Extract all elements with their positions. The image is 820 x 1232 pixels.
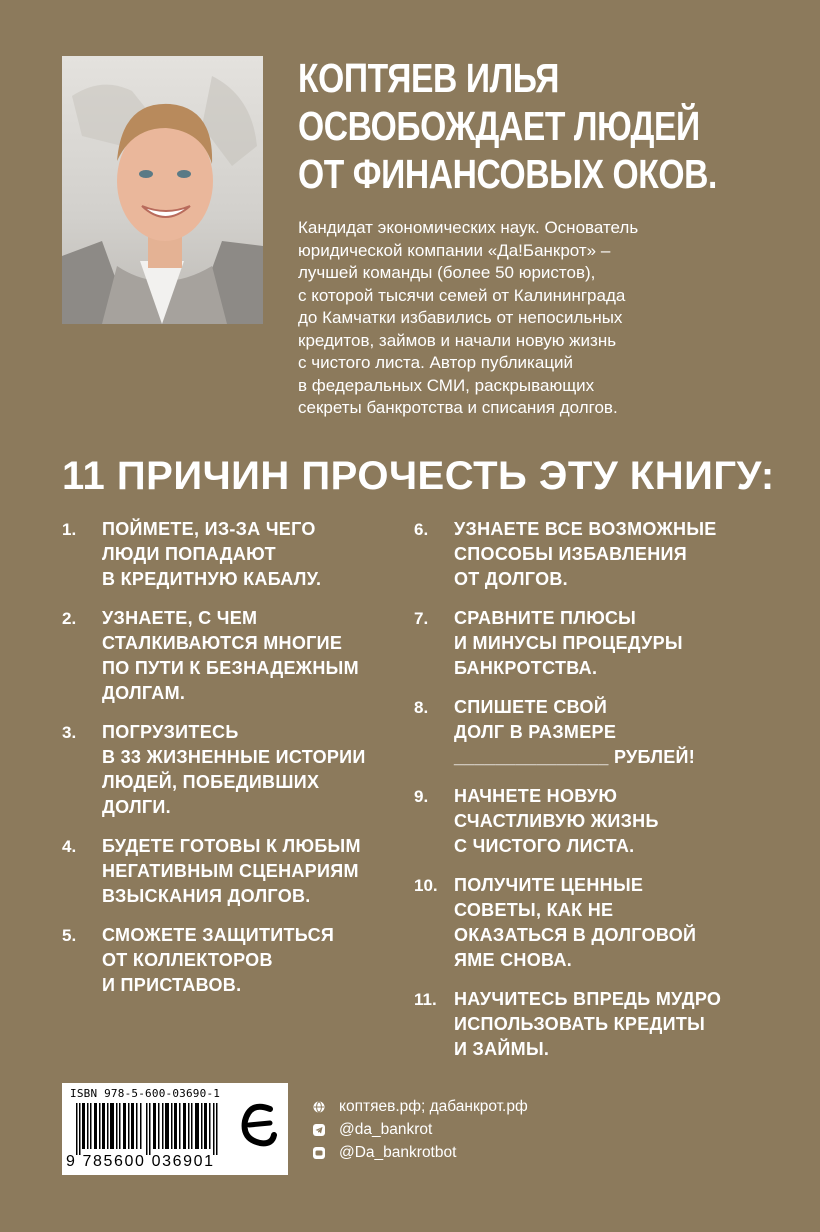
barcode-digits: 9 785600 036901	[66, 1153, 215, 1170]
reason-line: УЗНАЕТЕ, С ЧЕМ	[102, 608, 258, 628]
reason-number: 8.	[414, 698, 429, 717]
contact-text: @Da_bankrotbot	[339, 1144, 457, 1161]
reason-number: 2.	[62, 609, 77, 628]
reason-number: 6.	[414, 520, 429, 539]
reason-item	[414, 517, 774, 592]
reason-line: ОКАЗАТЬСЯ В ДОЛГОВОЙ	[454, 925, 697, 945]
reason-number: 9.	[414, 787, 429, 806]
reason-line: НАУЧИТЕСЬ ВПРЕДЬ МУДРО	[454, 989, 722, 1009]
barcode-bars	[76, 1103, 226, 1155]
reason-line: СПОСОБЫ ИЗБАВЛЕНИЯ	[454, 544, 687, 564]
reasons-right-column	[414, 517, 774, 1076]
isbn-label: ISBN 978-5-600-03690-1	[70, 1087, 221, 1100]
reason-line: И МИНУСЫ ПРОЦЕДУРЫ	[454, 633, 683, 653]
reason-line: СПИШЕТЕ СВОЙ	[454, 697, 608, 717]
reason-line: ПОГРУЗИТЕСЬ	[102, 722, 239, 742]
reason-line: ИСПОЛЬЗОВАТЬ КРЕДИТЫ	[454, 1014, 706, 1034]
reason-item	[414, 784, 774, 859]
bio-line: юридической компании «Да!Банкрот» –	[298, 240, 611, 260]
reason-line: ПОЙМЕТЕ, ИЗ-ЗА ЧЕГО	[102, 519, 316, 539]
reasons-left-column	[62, 517, 422, 1012]
reason-line: ЯМЕ СНОВА.	[454, 950, 573, 970]
reason-line: С ЧИСТОГО ЛИСТА.	[454, 836, 635, 856]
headline-line: ОТ ФИНАНСОВЫХ ОКОВ.	[298, 151, 717, 197]
reason-line: СЧАСТЛИВУЮ ЖИЗНЬ	[454, 811, 659, 831]
reason-line: В 33 ЖИЗНЕННЫЕ ИСТОРИИ	[102, 747, 366, 767]
reason-number: 11.	[414, 990, 437, 1009]
telegram-icon	[313, 1124, 325, 1136]
reason-number: 1.	[62, 520, 77, 539]
reason-line: ПОЛУЧИТЕ ЦЕННЫЕ	[454, 875, 644, 895]
reason-line: СТАЛКИВАЮТСЯ МНОГИЕ	[102, 633, 343, 653]
reason-line: ЛЮДИ ПОПАДАЮТ	[102, 544, 276, 564]
reason-line: БУДЕТЕ ГОТОВЫ К ЛЮБЫМ	[102, 836, 361, 856]
bio-line: кредитов, займов и начали новую жизнь	[298, 330, 617, 350]
reason-item	[62, 923, 422, 998]
reason-item	[414, 873, 774, 973]
reason-item	[62, 720, 422, 820]
reason-number: 7.	[414, 609, 429, 628]
reason-number: 5.	[62, 926, 77, 945]
reason-line: ОТ КОЛЛЕКТОРОВ	[102, 950, 273, 970]
reason-line: УЗНАЕТЕ ВСЕ ВОЗМОЖНЫЕ	[454, 519, 717, 539]
reason-line: ДОЛГ В РАЗМЕРЕ	[454, 722, 617, 742]
reason-line: БАНКРОТСТВА.	[454, 658, 598, 678]
reason-line: ЛЮДЕЙ, ПОБЕДИВШИХ	[102, 772, 320, 792]
reason-number: 4.	[62, 837, 77, 856]
eksmo-logo-icon	[240, 1097, 278, 1153]
bio-line: секреты банкротства и списания долгов.	[298, 398, 618, 417]
reason-line: _______________ РУБЛЕЙ!	[454, 747, 696, 767]
author-headline	[298, 54, 717, 198]
reason-item	[62, 517, 422, 592]
bio-line: до Камчатки избавились от непосильных	[298, 308, 623, 327]
bio-line: лучшей команды (более 50 юристов),	[298, 263, 596, 282]
reason-line: СРАВНИТЕ ПЛЮСЫ	[454, 608, 637, 628]
reason-item	[414, 987, 774, 1062]
reasons-title: 11 ПРИЧИН ПРОЧЕСТЬ ЭТУ КНИГУ:	[62, 454, 775, 498]
reason-number: 10.	[414, 876, 438, 895]
reason-line: В КРЕДИТНУЮ КАБАЛУ.	[102, 569, 322, 589]
reason-item	[62, 834, 422, 909]
reason-item	[62, 606, 422, 706]
reason-line: ДОЛГАМ.	[102, 683, 186, 703]
author-bio	[298, 217, 738, 420]
isbn-barcode-block	[62, 1083, 288, 1175]
bio-line: с чистого листа. Автор публикаций	[298, 353, 574, 372]
reason-item	[414, 606, 774, 681]
author-photo	[62, 56, 263, 324]
reason-line: ОТ ДОЛГОВ.	[454, 569, 568, 589]
contact-text: @da_bankrot	[339, 1121, 433, 1138]
reason-line: НАЧНЕТЕ НОВУЮ	[454, 786, 618, 806]
reason-line: СМОЖЕТЕ ЗАЩИТИТЬСЯ	[102, 925, 335, 945]
contact-text: коптяев.рф; дабанкрот.рф	[339, 1098, 528, 1115]
bio-line: в федеральных СМИ, раскрывающих	[298, 375, 595, 395]
globe-icon	[313, 1101, 325, 1113]
chat-bot-icon	[313, 1147, 325, 1159]
reason-line: НЕГАТИВНЫМ СЦЕНАРИЯМ	[102, 861, 359, 881]
headline-line: ОСВОБОЖДАЕТ ЛЮДЕЙ	[298, 103, 700, 149]
reason-line: СОВЕТЫ, КАК НЕ	[454, 900, 614, 920]
reason-item	[414, 695, 774, 770]
reason-line: ВЗЫСКАНИЯ ДОЛГОВ.	[102, 886, 311, 906]
reason-line: ПО ПУТИ К БЕЗНАДЕЖНЫМ	[102, 658, 359, 678]
reason-number: 3.	[62, 723, 77, 742]
reason-line: И ЗАЙМЫ.	[454, 1039, 550, 1059]
bio-line: Кандидат экономических наук. Основатель	[298, 218, 639, 237]
bio-line: с которой тысячи семей от Калининграда	[298, 285, 626, 305]
headline-line: КОПТЯЕВ ИЛЬЯ	[298, 55, 560, 101]
reason-line: ДОЛГИ.	[102, 797, 171, 817]
reason-line: И ПРИСТАВОВ.	[102, 975, 242, 995]
